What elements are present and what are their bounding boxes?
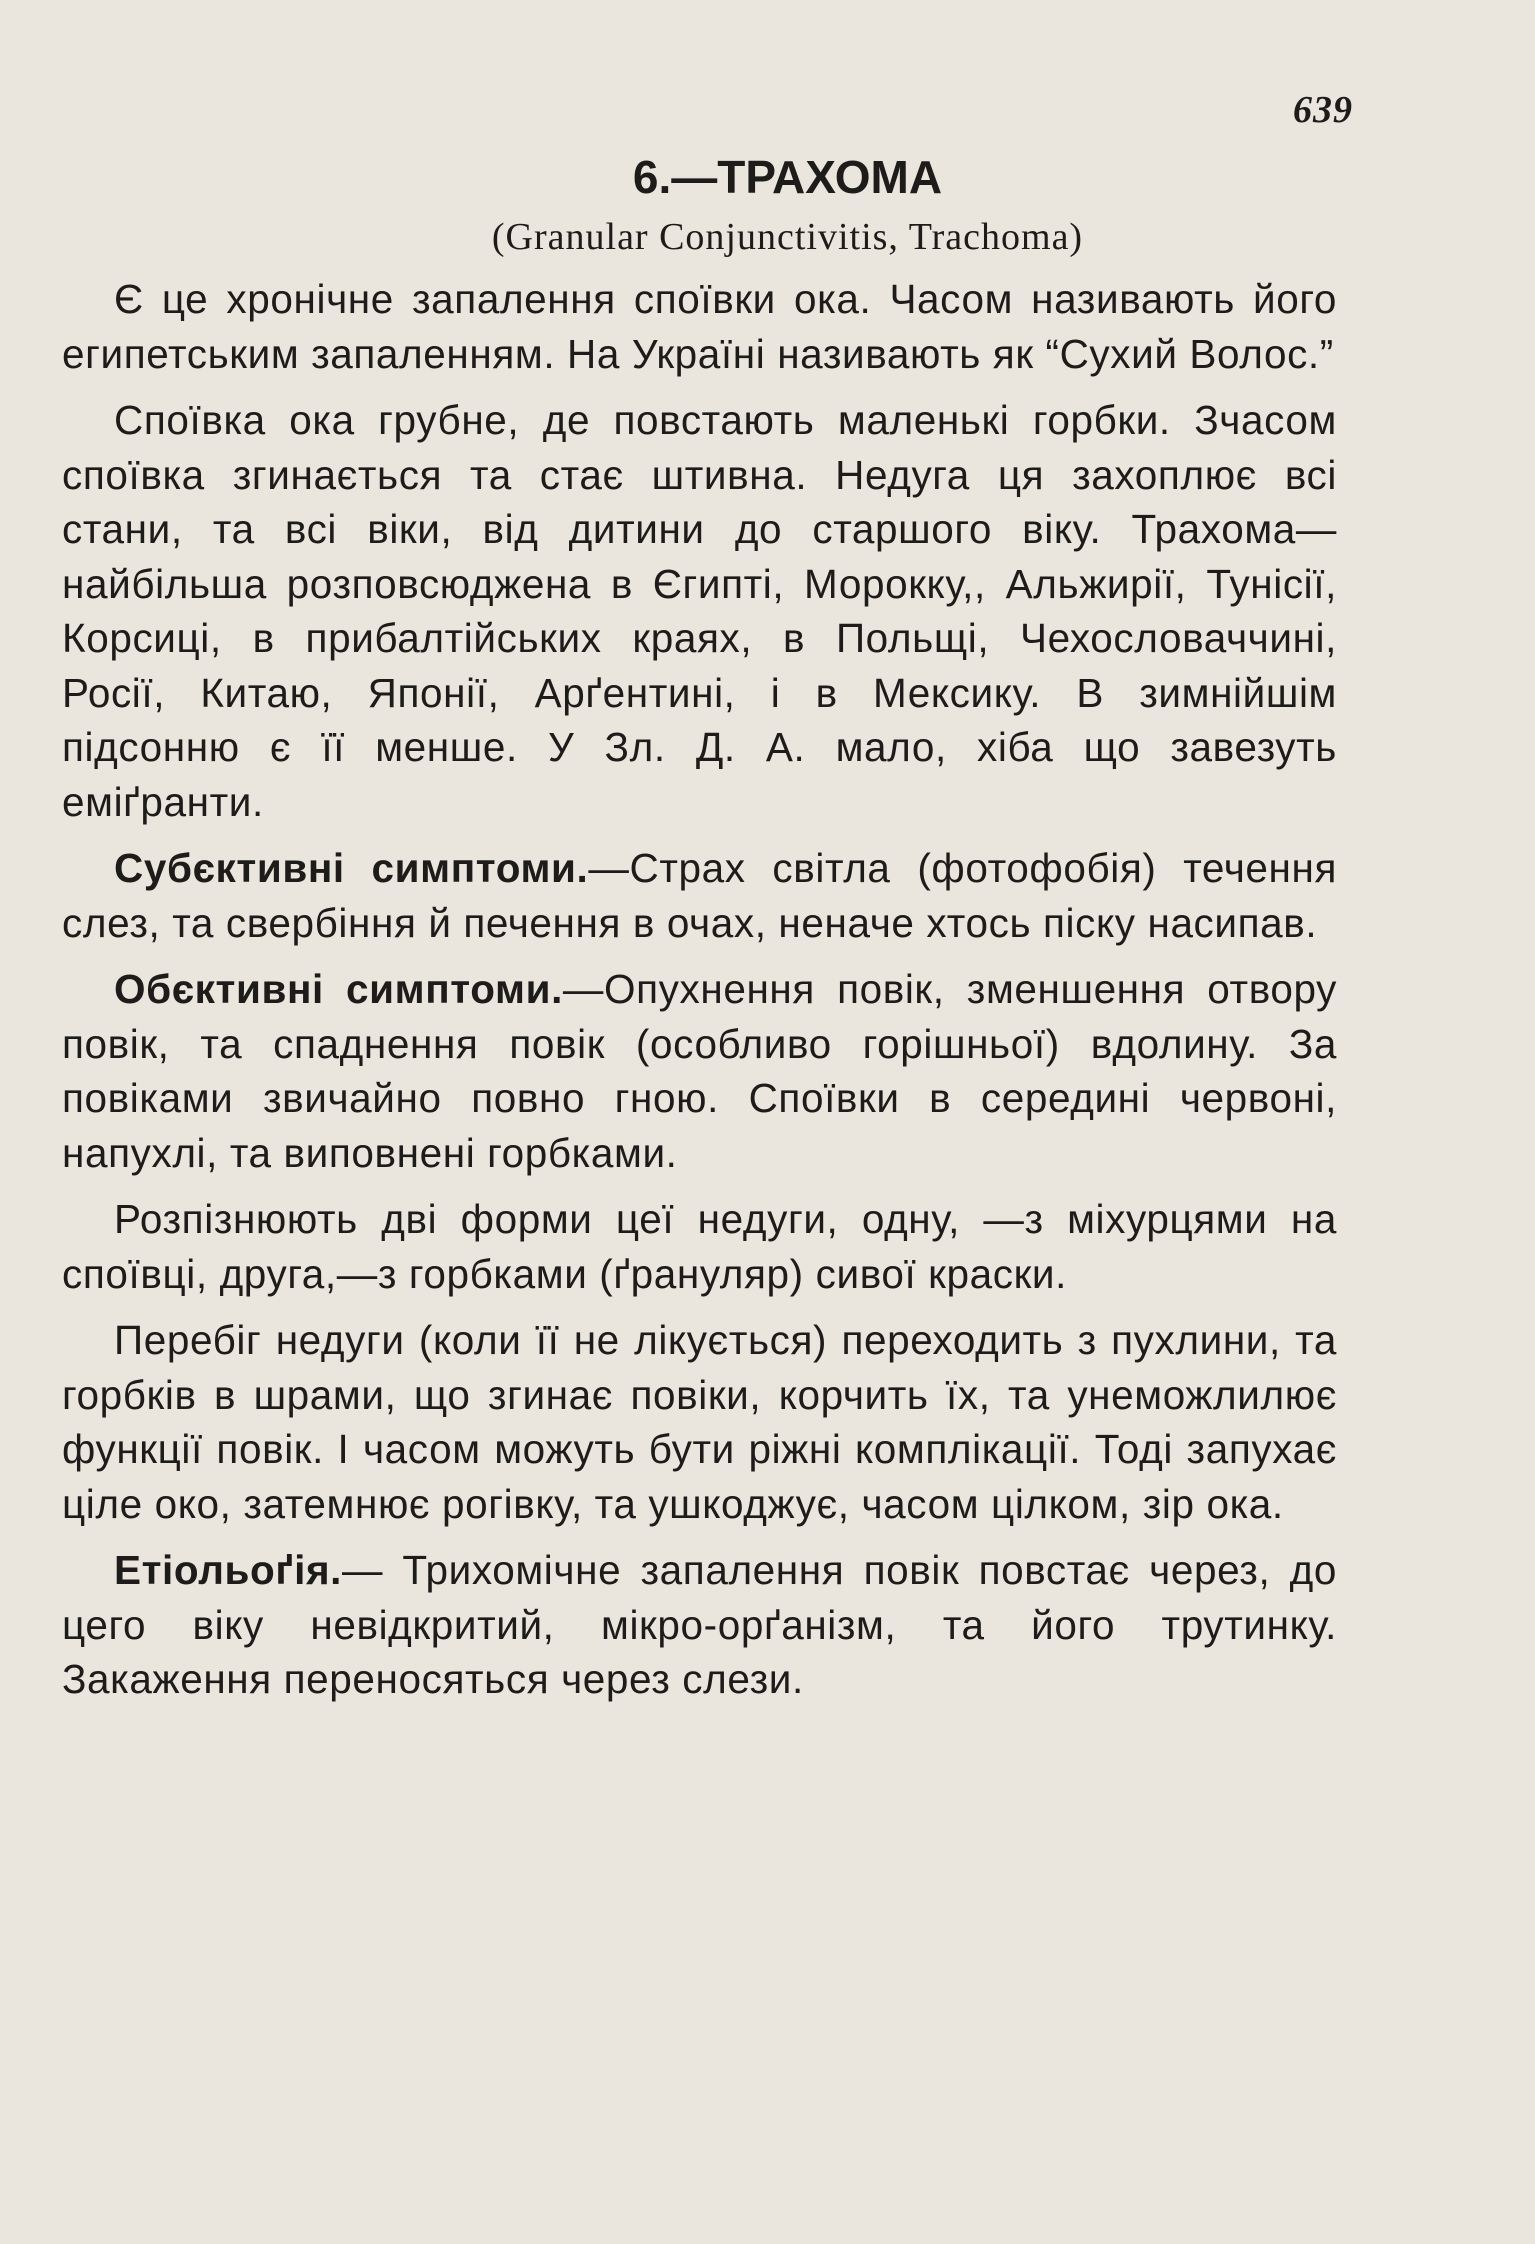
paragraph-description bbox=[62, 393, 1337, 829]
paragraph-etiology bbox=[62, 1543, 1337, 1707]
chapter-subtitle: (Granular Conjunctivitis, Trachoma) bbox=[491, 216, 1084, 258]
paragraph-text: —Опухнення повік, зменшення отвору повік, та спаднення повік (особливо горішньої) вдолину. За повіками звичайно повно гною. Споївки в середині червоні, напухлі, та виповнені горбками. bbox=[62, 966, 1337, 1176]
paragraph-text: Розпізнюють дві форми цеї недуги, одну, —з міхурцями на споївці, друга,—з горбками (ґрануляр) сивої краски. bbox=[62, 1196, 1337, 1297]
page-number: 639 bbox=[1293, 89, 1353, 131]
paragraph-heading: Субєктивні симптоми. bbox=[114, 845, 589, 891]
body-text bbox=[62, 272, 1337, 1719]
paragraph-text: Споївка ока грубне, де повстають маленькі горбки. Зчасом споївка згинається та стає штивна. Недуга ця захоплює всі стани, та всі віки, від дитини до старшого віку. Трахома—найбільша розповсюджена в Єгипті, Морокку,, Альжирії, Тунісії, Корсиці, в прибалтійських краях, в Польщі, Чехословаччині, Росії, Китаю, Японії, Арґентині, і в Мексику. В зимнійшім підсонню є її менше. У Зл. Д. А. мало, хіба що завезуть еміґранти. bbox=[62, 397, 1337, 825]
paragraph-text: — Трихомічне запалення повік повстає через, до цего віку невідкритий, мікро-орґанізм, та його трутинку. Закаження переносяться через слези. bbox=[62, 1547, 1337, 1702]
chapter-title: 6.—ТРАХОМА bbox=[632, 151, 943, 203]
paragraph-text: Є це хронічне запалення споївки ока. Часом називають його египетським запаленням. На Україні називають як “Сухий Волос.” bbox=[62, 276, 1337, 377]
paragraph-heading: Обєктивні симптоми. bbox=[114, 966, 563, 1012]
paragraph-subjective-symptoms bbox=[62, 841, 1337, 950]
paragraph-text: Перебіг недуги (коли її не лікується) переходить з пухлини, та горбків в шрами, що згинає повіки, корчить їх, та унеможлилює функції повік. І часом можуть бути ріжні комплікації. Тоді запухає ціле око, затемнює рогівку, та ушкоджує, часом цілком, зір ока. bbox=[62, 1317, 1337, 1527]
paragraph-forms bbox=[62, 1192, 1337, 1301]
paragraph-objective-symptoms bbox=[62, 962, 1337, 1180]
paragraph-intro bbox=[62, 272, 1337, 381]
paragraph-text: —Страх світла (фотофобія) течення слез, та свербіння й печення в очах, неначе хтось піску насипав. bbox=[62, 845, 1337, 946]
paragraph-heading: Етіольоґія. bbox=[114, 1547, 343, 1593]
paragraph-course bbox=[62, 1313, 1337, 1531]
